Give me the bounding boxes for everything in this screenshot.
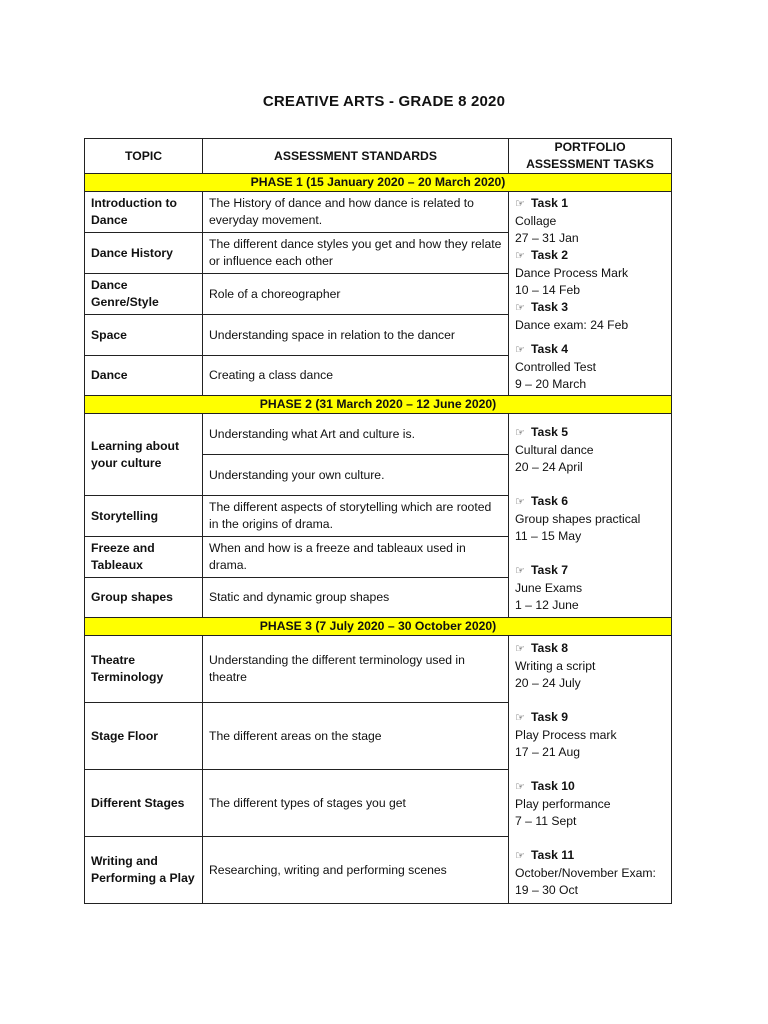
standard-cell: Creating a class dance (203, 356, 509, 396)
topic-cell: Dance (85, 356, 203, 396)
phase-2-label: PHASE 2 (31 March 2020 – 12 June 2020) (85, 396, 672, 414)
standard-cell: The different dance styles you get and how they relate or influence each other (203, 233, 509, 274)
topic-cell: Different Stages (85, 770, 203, 837)
task-item: ☞ Task 10 Play performance 7 – 11 Sept (515, 779, 611, 828)
phase-3-row (85, 618, 672, 636)
task-item: ☞ Task 3 Dance exam: 24 Feb (515, 299, 629, 332)
task-item: ☞ Task 1 Collage 27 – 31 Jan (515, 195, 579, 245)
standard-cell: The History of dance and how dance is related to everyday movement. (203, 192, 509, 233)
topic-cell: Writing and Performing a Play (85, 837, 203, 904)
task-item: ☞ Task 9 Play Process mark 17 – 21 Aug (515, 710, 617, 759)
pointing-hand-icon: ☞ (515, 427, 525, 439)
document-title: CREATIVE ARTS - GRADE 8 2020 (262, 93, 506, 110)
table-row (85, 636, 672, 703)
phase-2-row (85, 396, 672, 414)
standard-cell: The different types of stages you get (203, 770, 509, 837)
pointing-hand-icon: ☞ (515, 197, 525, 210)
standard-cell: The different areas on the stage (203, 703, 509, 770)
standard-cell: Role of a choreographer (203, 274, 509, 315)
standard-cell: The different aspects of storytelling which are rooted in the origins of drama. (203, 496, 509, 537)
topic-cell: Storytelling (85, 496, 203, 537)
table-row (85, 192, 672, 233)
pointing-hand-icon: ☞ (515, 712, 525, 724)
phase-2-tasks (509, 414, 672, 618)
phase-3-tasks (509, 636, 672, 904)
topic-cell: Learning about your culture (85, 414, 203, 496)
pointing-hand-icon: ☞ (515, 496, 525, 508)
pointing-hand-icon: ☞ (515, 249, 525, 262)
phase-1-row (85, 174, 672, 192)
standard-cell: Static and dynamic group shapes (203, 578, 509, 618)
pointing-hand-icon: ☞ (515, 850, 525, 862)
topic-cell: Dance Genre/Style (85, 274, 203, 315)
task-item: ☞ Task 7 June Exams 1 – 12 June (515, 563, 583, 612)
topic-cell: Theatre Terminology (85, 636, 203, 703)
standard-cell: Understanding the different terminology used in theatre (203, 636, 509, 703)
pointing-hand-icon: ☞ (515, 565, 525, 577)
assessment-plan-table (84, 138, 672, 904)
standard-cell: Researching, writing and performing scenes (203, 837, 509, 904)
pointing-hand-icon: ☞ (515, 301, 525, 314)
standard-cell: Understanding space in relation to the dancer (203, 315, 509, 356)
pointing-hand-icon: ☞ (515, 643, 525, 655)
header-tasks: PORTFOLIO ASSESSMENT TASKS (509, 139, 672, 174)
standard-cell: Understanding your own culture. (203, 455, 509, 496)
phase-1-tasks (509, 192, 672, 396)
table-row (85, 414, 672, 455)
topic-cell: Stage Floor (85, 703, 203, 770)
phase-1-label: PHASE 1 (15 January 2020 – 20 March 2020) (85, 174, 672, 192)
topic-cell: Freeze and Tableaux (85, 537, 203, 578)
task-item: ☞ Task 5 Cultural dance 20 – 24 April (515, 425, 594, 474)
pointing-hand-icon: ☞ (515, 343, 525, 356)
topic-cell: Introduction to Dance (85, 192, 203, 233)
task-item: ☞ Task 8 Writing a script 20 – 24 July (515, 641, 596, 690)
standard-cell: When and how is a freeze and tableaux used in drama. (203, 537, 509, 578)
header-standards: ASSESSMENT STANDARDS (203, 139, 509, 174)
topic-cell: Dance History (85, 233, 203, 274)
phase-3-label: PHASE 3 (7 July 2020 – 30 October 2020) (85, 618, 672, 636)
pointing-hand-icon: ☞ (515, 781, 525, 793)
topic-cell: Space (85, 315, 203, 356)
task-item: ☞ Task 4 Controlled Test 9 – 20 March (515, 341, 597, 391)
task-item: ☞ Task 6 Group shapes practical 11 – 15 May (515, 494, 641, 543)
task-item: ☞ Task 2 Dance Process Mark 10 – 14 Feb (515, 247, 629, 297)
table-header-row (85, 139, 672, 174)
header-topic: TOPIC (85, 139, 203, 174)
task-item: ☞ Task 11 October/November Exam: 19 – 30 Oct (515, 848, 656, 897)
topic-cell: Group shapes (85, 578, 203, 618)
standard-cell: Understanding what Art and culture is. (203, 414, 509, 455)
